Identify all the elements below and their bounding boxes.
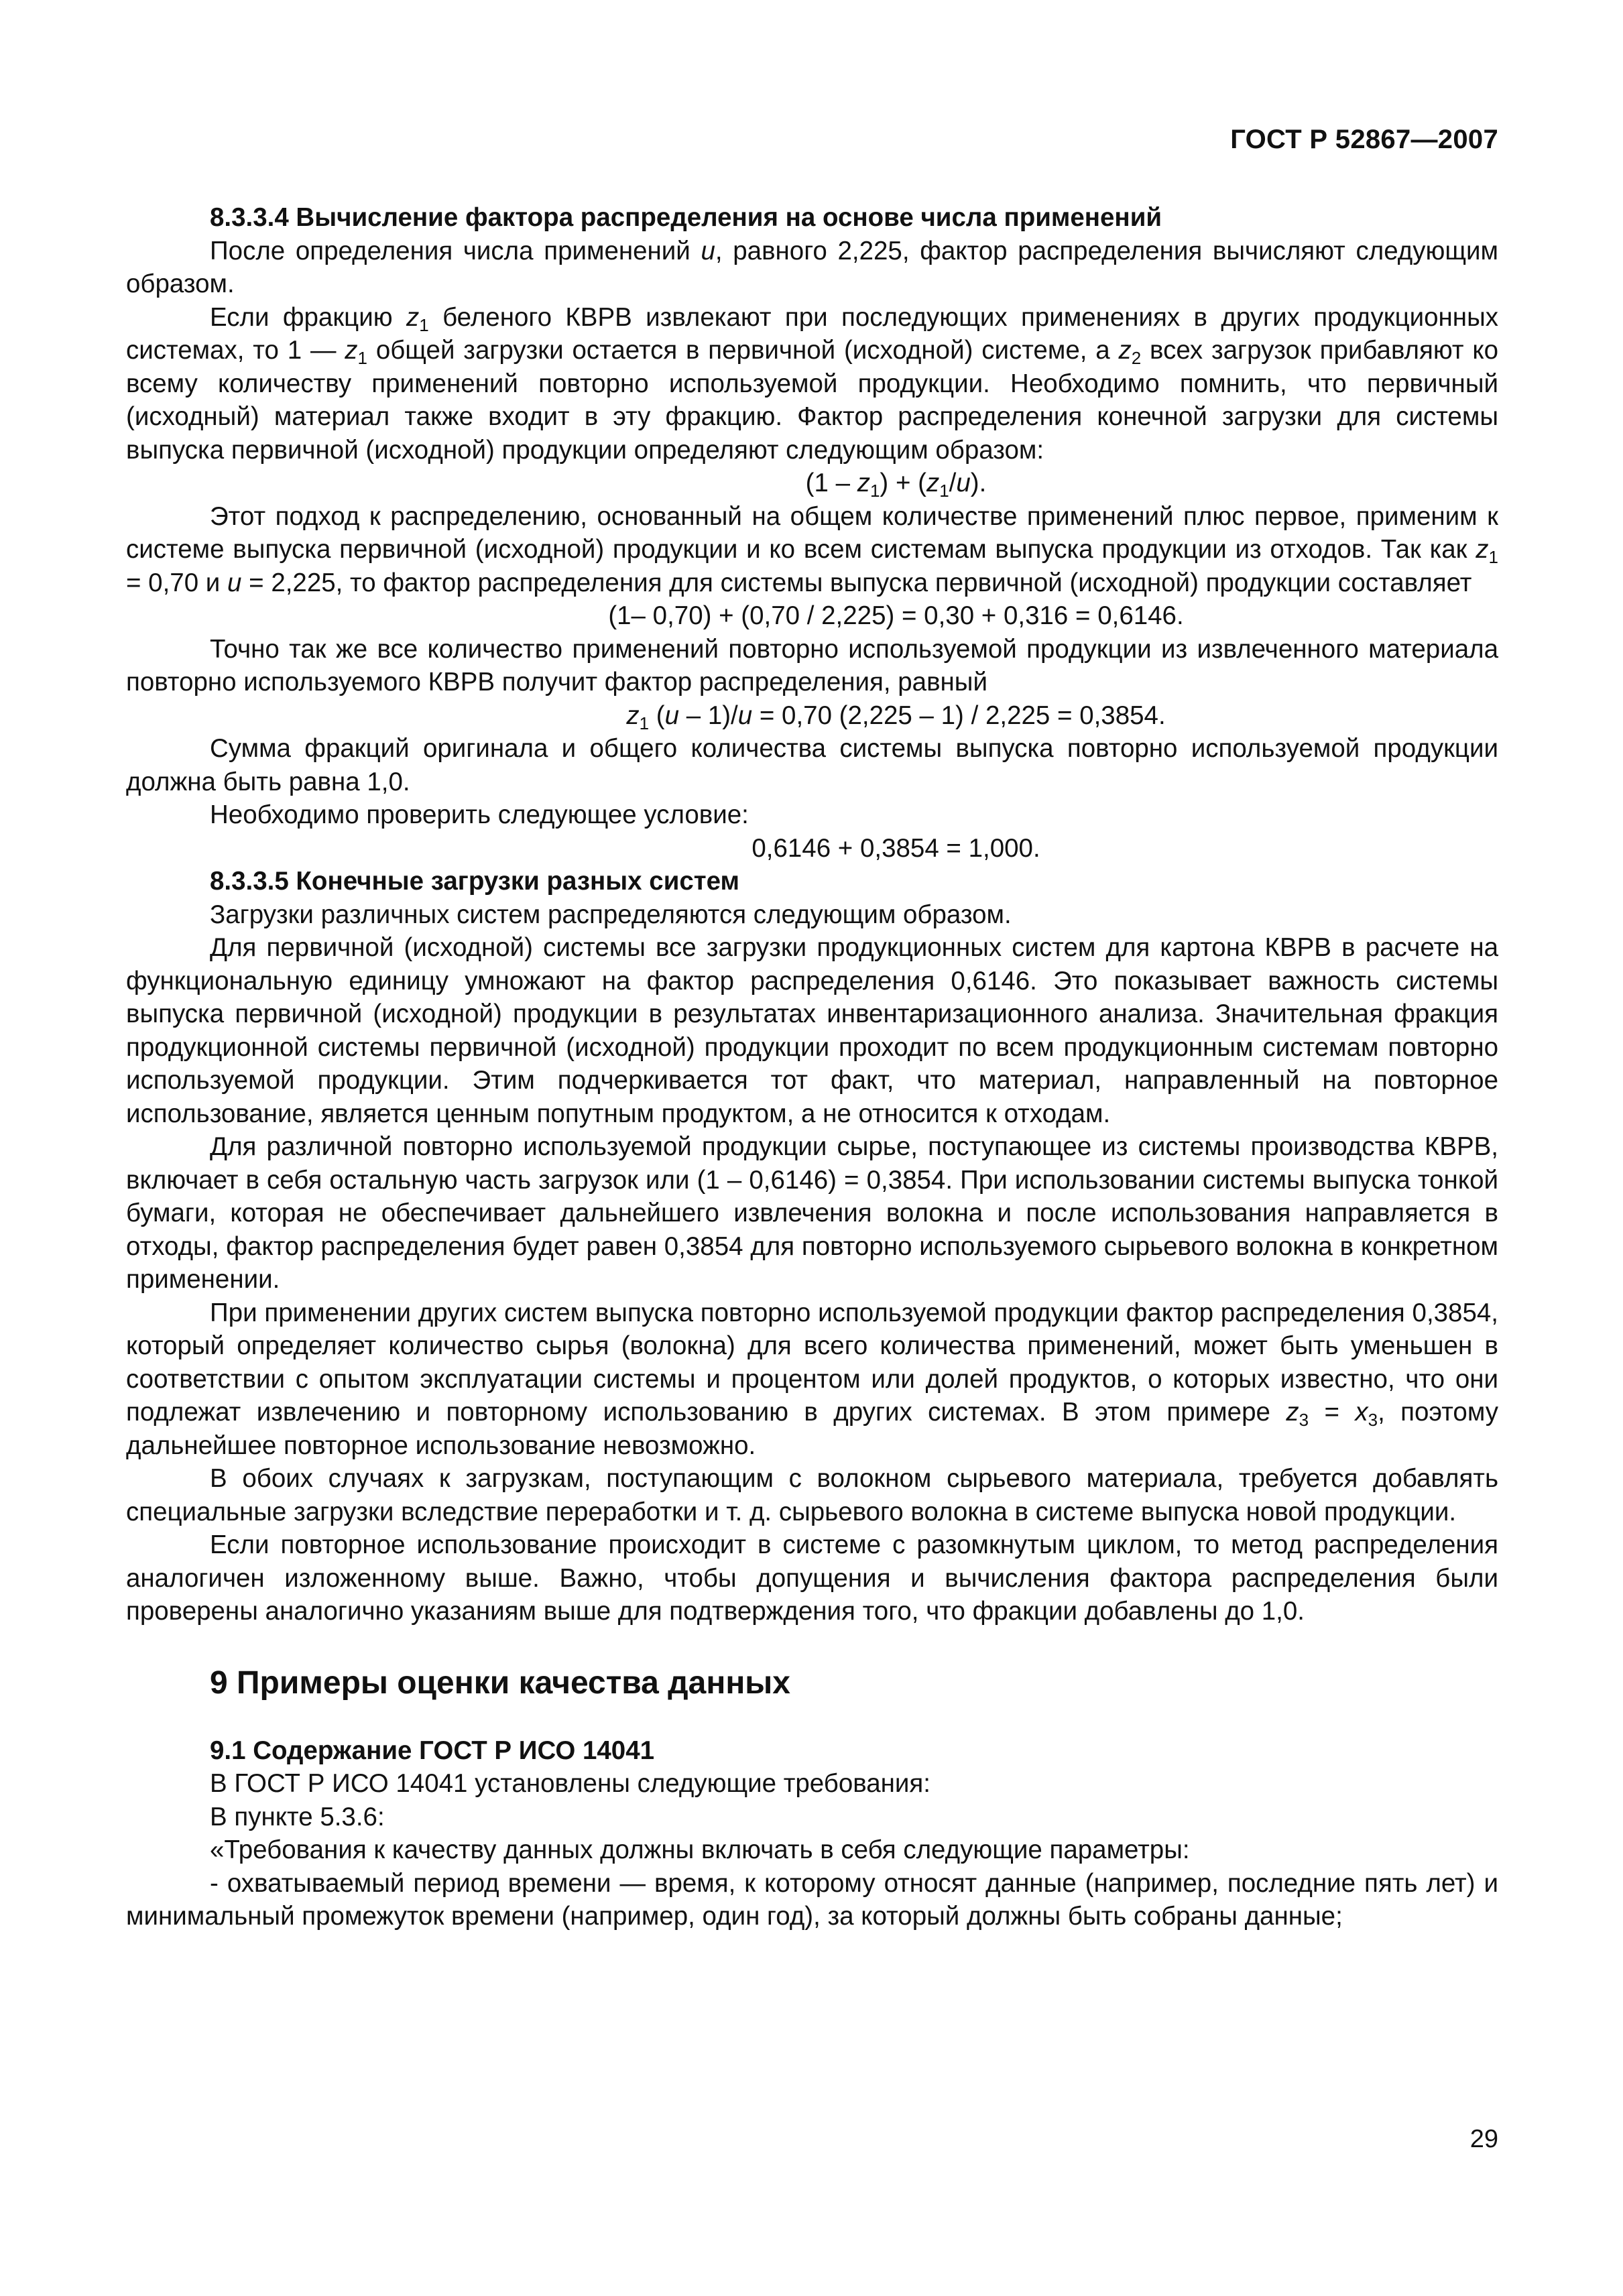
paragraph: Если фракцию $z_1$ беленого КВРВ извлекают при последующих применениях в других продукционных системах, то 1 — $z_1$ общей загрузки остается в первичной (исходной) системе, а $z_2$ всех загрузок прибавляют ко всему количеству применений повторно используемой продукции. Необходимо помнить, что первичный (исходный) материал также входит в эту фракцию. Фактор распределения конечной загрузки для системы выпуска первичной (исходной) продукции определяют следующим образом: (126, 302, 1499, 465)
formula: 0,6146 + 0,3854 = 1,000. (752, 833, 1040, 863)
paragraph: Если повторное использование происходит в системе с разомкнутым циклом, то метод распределения аналогичен изложенному выше. Важно, чтобы допущения и вычисления фактора распределения были проверены аналогично указаниям выше для подтверждения того, что фракции добавлены до 1,0. (126, 1530, 1498, 1626)
paragraph: Точно так же все количество применений повторно используемой продукции из извлеченного материала повторно используемого КВРВ получит фактор распределения, равный (126, 634, 1498, 697)
paragraph: Загрузки различных систем распределяются следующим образом. (210, 900, 1012, 929)
paragraph: В пункте 5.3.6: (210, 1802, 385, 1831)
paragraph: В обоих случаях к загрузкам, поступающим с волокном сырьевого материала, требуется добавлять специальные загрузки вследствие переработки и т. д. сырьевого волокна в системе выпуска новой продукции. (126, 1464, 1498, 1526)
section-9-1-heading: 9.1 Содержание ГОСТ Р ИСО 14041 (210, 1736, 655, 1765)
formula: $z_1$ (u – 1)/u = 0,70 (2,225 – 1) / 2,225 = 0,3854. (626, 701, 1166, 733)
document-body (126, 201, 1498, 1933)
paragraph: Этот подход к распределению, основанный на общем количестве применений плюс первое, применим к системе выпуска первичной (исходной) продукции и ко всем системам выпуска продукции из отходов. Так как $z_1 = 0,70$ и u = 2,225, то фактор распределения для системы выпуска первичной (исходной) продукции составляет (126, 501, 1498, 597)
paragraph: В ГОСТ Р ИСО 14041 установлены следующие требования: (210, 1769, 930, 1798)
paragraph: Необходимо проверить следующее условие: (210, 800, 749, 829)
paragraph: Сумма фракций оригинала и общего количества системы выпуска повторно используемой продукции должна быть равна 1,0. (126, 734, 1498, 796)
section-9-heading: 9 Примеры оценки качества данных (210, 1665, 790, 1701)
paragraph: Для различной повторно используемой продукции сырье, поступающее из системы производства КВРВ, включает в себя остальную часть загрузок или (1 – 0,6146) = 0,3854. При использовании системы выпуска тонкой бумаги, которая не обеспечивает дальнейшего извлечения волокна и после использования направляется в отходы, фактор распределения будет равен 0,3854 для повторно используемого сырьевого волокна в конкретном применении. (126, 1132, 1498, 1294)
paragraph: «Требования к качеству данных должны включать в себя следующие параметры: (210, 1835, 1190, 1864)
paragraph: После определения числа применений u, равного 2,225, фактор распределения вычисляют следующим образом. (126, 236, 1498, 298)
paragraph: - охватываемый период времени — время, к которому относят данные (например, последние пять лет) и минимальный промежуток времени (например, один год), за который должны быть собраны данные; (126, 1868, 1498, 1931)
formula: $(1 - z_1) + (z_1/u)$. (805, 469, 987, 501)
standard-header: ГОСТ Р 52867—2007 (1230, 125, 1498, 154)
formula: (1– 0,70) + (0,70 / 2,225) = 0,30 + 0,316 = 0,6146. (608, 601, 1184, 630)
page-number: 29 (1469, 2125, 1498, 2153)
section-8-3-3-4-heading: 8.3.3.4 Вычисление фактора распределения на основе числа применений (210, 203, 1162, 232)
paragraph: Для первичной (исходной) системы все загрузки продукционных систем для картона КВРВ в расчете на функциональную единицу умножают на фактор распределения 0,6146. Это показывает важность системы выпуска первичной (исходной) продукции в результатах инвентаризационного анализа. Значительная фракция продукционной системы первичной (исходной) продукции проходит по всем продукционным системам повторно используемой продукции. Этим подчеркивается тот факт, что материал, направленный на повторное использование, является ценным попутным продуктом, а не относится к отходам. (126, 933, 1498, 1128)
section-8-3-3-5-heading: 8.3.3.5 Конечные загрузки разных систем (210, 867, 740, 896)
paragraph: При применении других систем выпуска повторно используемой продукции фактор распределения 0,3854, который определяет количество сырья (волокна) для всего количества применений, может быть уменьшен в соответствии с опытом эксплуатации системы и процентом или долей продуктов, о которых известно, что они подлежат извлечению и повторному использованию в других системах. В этом примере $z_3 = x_3$, поэтому дальнейшее повторное использование невозможно. (126, 1298, 1498, 1460)
